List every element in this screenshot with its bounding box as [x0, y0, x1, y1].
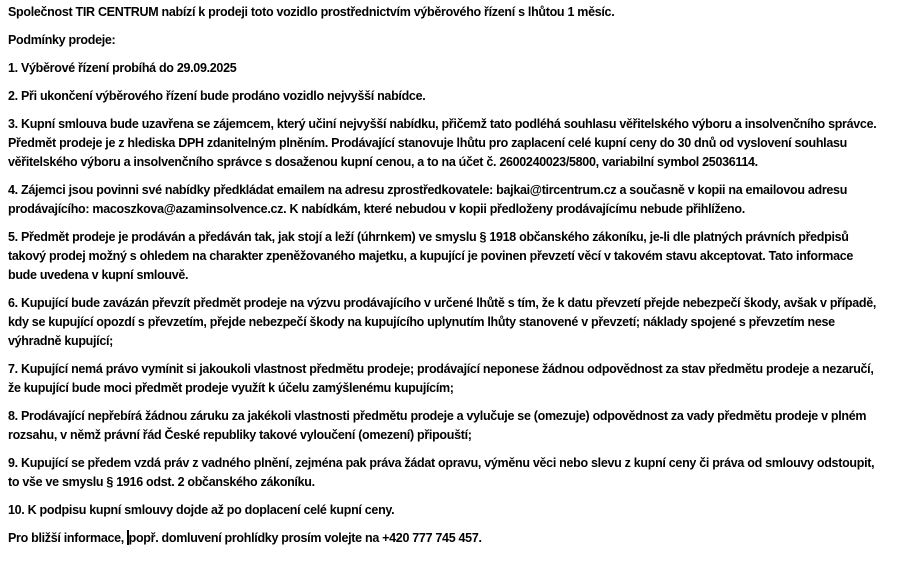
paragraph [8, 501, 912, 520]
text-line: Podmínky prodeje: [8, 33, 116, 47]
paragraph [8, 181, 912, 219]
paragraph [8, 360, 912, 398]
paragraph [8, 294, 912, 351]
text-cursor [127, 530, 129, 545]
text-line: věřitelského výboru a insolvenčního správce s dosaženou kupní cenou, a to na účet č. 2600240023/5800, variabilní symbol 25036114. [8, 155, 758, 169]
text-line: 7. Kupující nemá právo vymínit si jakoukoli vlastnost předmětu prodeje; prodávající neponese žádnou odpovědnost za stav předmětu prodeje a nezaručí, [8, 362, 874, 376]
paragraph [8, 59, 912, 78]
paragraph [8, 529, 912, 548]
paragraph [8, 115, 912, 172]
text-after-cursor: popř. domluvení prohlídky prosím volejte na +420 777 745 457. [128, 531, 482, 545]
text-before-cursor: Pro bližší informace, [8, 531, 128, 545]
text-line: že kupující bude moci předmět prodeje využít k účelu zamýšlenému kupujícím; [8, 381, 454, 395]
text-line: 10. K podpisu kupní smlouvy dojde až po doplacení celé kupní ceny. [8, 503, 395, 517]
text-line: 2. Při ukončení výběrového řízení bude prodáno vozidlo nejvyšší nabídce. [8, 89, 426, 103]
paragraph [8, 454, 912, 492]
text-line: bude uvedena v kupní smlouvě. [8, 268, 189, 282]
text-line: 3. Kupní smlouva bude uzavřena se zájemcem, který učiní nejvyšší nabídku, přičemž tato podléhá souhlasu věřitelského výboru a insolvenčního správce. [8, 117, 877, 131]
text-line: 1. Výběrové řízení probíhá do 29.09.2025 [8, 61, 237, 75]
paragraph [8, 407, 912, 445]
paragraph [8, 87, 912, 106]
text-line: výhradně kupující; [8, 334, 114, 348]
text-line: 8. Prodávající nepřebírá žádnou záruku za jakékoli vlastnosti předmětu prodeje a vylučuje se (omezuje) odpovědnost za vady předmětu prodeje v plném [8, 409, 867, 423]
text-line: Předmět prodeje je z hlediska DPH zdanitelným plněním. Prodávající stanovuje lhůtu pro zaplacení celé kupní ceny do 30 dnů od vyslovení souhlasu [8, 136, 847, 150]
text-line: 5. Předmět prodeje je prodáván a předáván tak, jak stojí a leží (úhrnkem) ve smyslu § 1918 občanského zákoníku, je-li dle platných právních předpisů [8, 230, 849, 244]
text-line: prodávajícího: macoszkova@azaminsolvence.cz. K nabídkám, které nebudou v kopii předloženy prodávajícímu nebude přihlíženo. [8, 202, 745, 216]
paragraph [8, 228, 912, 285]
text-line: to vše ve smyslu § 1916 odst. 2 občanského zákoníku. [8, 475, 315, 489]
text-line: Společnost TIR CENTRUM nabízí k prodeji toto vozidlo prostřednictvím výběrového řízení s lhůtou 1 měsíc. [8, 5, 615, 19]
paragraph [8, 31, 912, 50]
text-line [8, 529, 912, 548]
text-line: takový prodej možný s ohledem na charakter zpeněžovaného majetku, a kupující je povinen převzetí věcí v takovém stavu akceptovat. Tato informace [8, 249, 854, 263]
text-line: 6. Kupující bude zavázán převzít předmět prodeje na výzvu prodávajícího v určené lhůtě s tím, že k datu převzetí přejde nebezpečí škody, avšak v případě, [8, 296, 877, 310]
paragraph [8, 3, 912, 22]
text-line: 4. Zájemci jsou povinni své nabídky předkládat emailem na adresu zprostředkovatele: bajkai@tircentrum.cz a současně v kopii na emailovou adresu [8, 183, 848, 197]
text-line: 9. Kupující se předem vzdá práv z vadného plnění, zejména pak práva žádat opravu, výměnu věci nebo slevu z kupní ceny či práva od smlouvy odstoupit, [8, 456, 875, 470]
text-line: kdy se kupující opozdí s převzetím, přejde nebezpečí škody na kupujícího uplynutím lhůty stanovené v převzetí; náklady spojené s převzetím nese [8, 315, 835, 329]
text-line: rozsahu, v němž právní řád České republiky takové vyloučení (omezení) připouští; [8, 428, 472, 442]
